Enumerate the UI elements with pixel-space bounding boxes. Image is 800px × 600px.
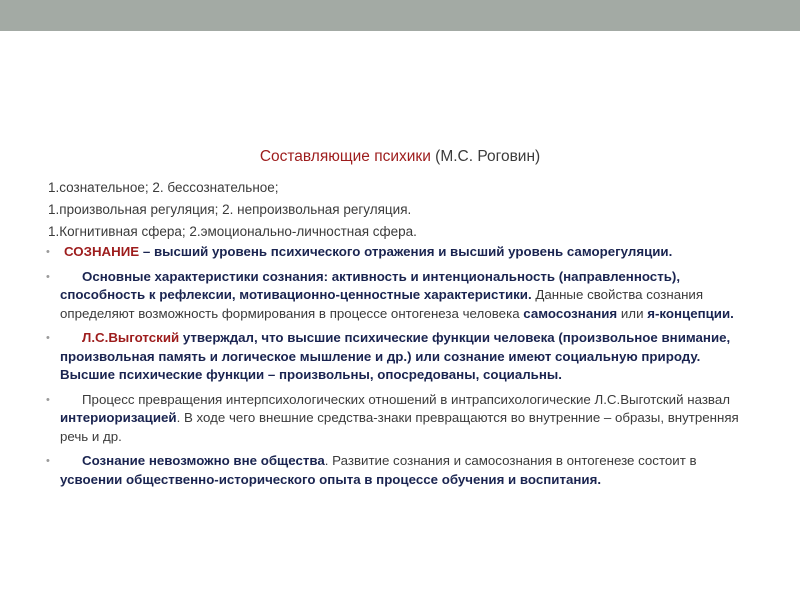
title-author: (М.С. Роговин) bbox=[430, 148, 541, 165]
bullet-item-vygotsky bbox=[44, 329, 754, 385]
plain-line-2: 1.произвольная регуляция; 2. непроизвольная регуляция. bbox=[48, 202, 412, 217]
vygotsky-statement: утверждал, что высшие психические функции человека (произвольное внимание, произвольная память и логическое мышление и др.) или сознание имеют социальную природу. Высшие психические функции – произвольны, опосредованы, социальны. bbox=[60, 330, 731, 382]
name-vygotsky: Л.С.Выготский bbox=[82, 330, 180, 345]
plain-line-3: 1.Когнитивная сфера; 2.эмоционально-личностная сфера. bbox=[48, 224, 417, 239]
characteristics-bold: Основные характеристики сознания: активность и интенциональность (направленность), способность к рефлексии, мотивационно-ценностные характеристики. bbox=[60, 268, 681, 302]
term-self-awareness: самосознания bbox=[523, 305, 618, 321]
interiorization-plain-2: . В ходе чего внешние средства-знаки превращаются во внутренние – образы, внутренняя речь и др. bbox=[60, 410, 739, 444]
society-plain: . Развитие сознания и самосознания в онтогенезе состоит в bbox=[324, 453, 697, 468]
interiorization-plain: Процесс превращения интерпсихологических отношений в интрапсихологические Л.С.Выготский назвал bbox=[82, 391, 730, 407]
plain-lines bbox=[48, 177, 417, 243]
term-consciousness: СОЗНАНИЕ bbox=[64, 244, 140, 259]
characteristics-plain: Данные свойства сознания определяют возможность формирования в процессе онтогенеза человека bbox=[60, 287, 704, 321]
plain-line-1: 1.сознательное; 2. бессознательное; bbox=[48, 180, 279, 195]
term-interiorization: интериоризацией bbox=[60, 410, 177, 425]
bullet-icon: • bbox=[46, 270, 50, 283]
bullet-item-society bbox=[44, 452, 754, 489]
bullet-item-characteristics bbox=[44, 268, 754, 324]
characteristics-or: или bbox=[617, 305, 648, 321]
bullet-icon: • bbox=[46, 393, 50, 406]
slide-title bbox=[0, 148, 800, 166]
society-bold: Сознание невозможно вне общества bbox=[82, 453, 325, 468]
bullet-item-interiorization bbox=[44, 391, 754, 447]
bullet-icon: • bbox=[46, 455, 50, 467]
top-decorative-bar bbox=[0, 0, 800, 31]
term-self-concept: я-концепции. bbox=[647, 305, 734, 321]
bullet-item-consciousness bbox=[44, 243, 754, 262]
bullet-icon: • bbox=[46, 246, 50, 258]
society-bold-2: усвоении общественно-исторического опыта в процессе обучения и воспитания. bbox=[60, 471, 602, 487]
title-accent: Составляющие психики bbox=[259, 148, 431, 165]
bullet-icon: • bbox=[46, 332, 50, 344]
definition-consciousness: – высший уровень психического отражения и высший уровень саморегуляции. bbox=[139, 244, 673, 259]
bullet-list bbox=[44, 243, 754, 495]
